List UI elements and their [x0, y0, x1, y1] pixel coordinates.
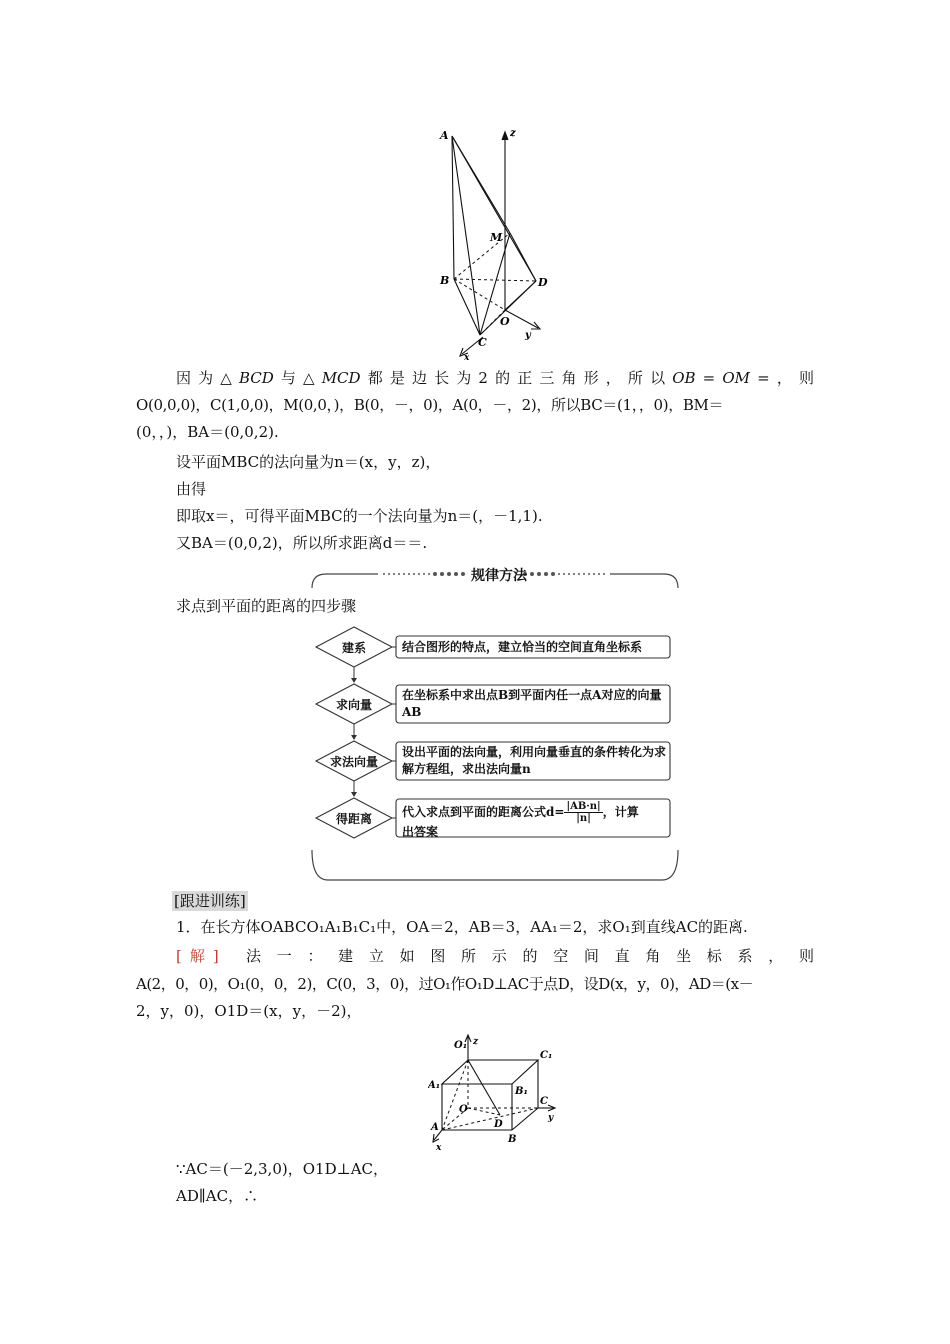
label-A1: A₁ — [428, 1080, 441, 1091]
method-box-intro: 求点到平面的距离的四步骤 — [176, 597, 357, 615]
label-O2: O — [459, 1104, 468, 1115]
solution-line-1-token: 长 — [434, 369, 450, 387]
step-1-desc: 结合图形的特点，建立恰当的空间直角坐标系 — [402, 640, 643, 654]
solution-line-1-token: = — [757, 369, 770, 387]
practice-line-2-token: 示 — [491, 947, 507, 965]
practice-line-2-token: ： — [307, 947, 323, 965]
solution-line-1-token: OB — [672, 369, 696, 387]
practice-line-2-token: 如 — [399, 947, 415, 965]
step-4-label: 得距离 — [335, 812, 372, 826]
practice-header: [跟进训练] — [174, 892, 246, 910]
solution-line-2: O(0,0,0)，C(1,0,0)，M(0,0，)，B(0，－，0)，A(0，－，2)，所以BC＝(1，，0)，BM＝ — [136, 396, 724, 414]
solution-line-1-token: ， — [776, 369, 792, 387]
method-box-title: 规律方法 — [471, 568, 527, 584]
solution-line-3: (0，，)，BA＝(0,0,2). — [136, 423, 279, 441]
practice-line-6: AD∥AC，∴ — [176, 1187, 259, 1205]
practice-line-2-token: 空 — [553, 947, 569, 965]
solution-line-6: 即取x＝，可得平面MBC的一个法向量为n＝(，－1,1). — [176, 507, 543, 525]
solution-line-1-token: 角 — [561, 369, 577, 387]
step-1-label: 建系 — [341, 641, 366, 655]
label-z2: z — [473, 1037, 479, 1047]
practice-line-2-token: ， — [768, 947, 784, 965]
label-C2: C — [540, 1096, 548, 1107]
practice-line-2-token: 直 — [614, 947, 630, 965]
practice-line-3: A(2，0，0)，O₁(0，0，2)，C(0，3，0)，过O₁作O₁D⊥AC于点D，设D(x，y，0)，AD＝(x－ — [136, 975, 754, 993]
solution-line-1-token: MCD — [321, 369, 361, 387]
label-B: B — [440, 274, 450, 287]
solution-line-1-token: 为 — [198, 369, 214, 387]
practice-line-2-token: 图 — [430, 947, 446, 965]
label-y: y — [525, 330, 531, 341]
label-x: x — [464, 353, 470, 362]
step-3-label: 求法向量 — [329, 755, 378, 769]
solution-line-1-token: 因 — [176, 369, 192, 387]
practice-line-2-token: 的 — [522, 947, 538, 965]
step-2-label: 求向量 — [335, 698, 372, 712]
solution-line-1-token: ， — [605, 369, 621, 387]
practice-line-2 — [246, 945, 814, 967]
solution-line-1-token: = — [702, 369, 716, 387]
step-3-desc: 设出平面的法向量，利用向量垂直的条件转化为求解方程组，求出法向量n — [402, 745, 667, 776]
solution-line-1-token: 与 — [280, 369, 296, 387]
practice-line-2-token: 则 — [798, 947, 814, 965]
cuboid-figure — [428, 1032, 564, 1156]
label-B1: B₁ — [515, 1086, 528, 1097]
practice-line-2-token: 一 — [276, 947, 292, 965]
solution-line-1-token: 三 — [539, 369, 555, 387]
solve-tag: [解] — [176, 947, 227, 965]
solution-line-1-token: 为 — [456, 369, 472, 387]
practice-line-2-token: 系 — [737, 947, 753, 965]
solution-line-1 — [176, 367, 814, 389]
solution-line-1-token: △ — [220, 369, 232, 387]
pyramid-figure — [430, 122, 560, 362]
step-2-desc: 在坐标系中求出点B到平面内任一点A对应的向量AB — [402, 688, 662, 719]
label-A2: A — [431, 1122, 439, 1133]
solution-line-1-token: 2 — [478, 369, 488, 387]
practice-line-2-token: 所 — [461, 947, 477, 965]
solution-line-1-token: △ — [303, 369, 315, 387]
solution-line-1-token: 则 — [798, 369, 814, 387]
solution-line-1-token: OM — [722, 369, 751, 387]
solution-line-1-token: 以 — [650, 369, 666, 387]
label-D2: D — [494, 1119, 503, 1130]
step-4-desc: 代入求点到平面的距离公式d= $\frac{|AB\cdot n|}{|n|}$ ，计算 出答案 — [402, 801, 639, 839]
practice-line-2-token: 间 — [583, 947, 599, 965]
label-B2: B — [508, 1134, 517, 1145]
practice-line-2-token: 建 — [338, 947, 354, 965]
practice-problem: 1．在长方体OABCO₁A₁B₁C₁中，OA＝2，AB＝3，AA₁＝2，求O₁到直线AC的距离. — [176, 918, 748, 936]
solution-line-1-token: 是 — [389, 369, 405, 387]
solution-line-1-token: 形 — [583, 369, 599, 387]
practice-line-2-token: 标 — [706, 947, 722, 965]
solution-line-1-token: 都 — [367, 369, 383, 387]
label-C: C — [478, 336, 487, 349]
practice-line-2-token: 立 — [368, 947, 384, 965]
practice-line-2-token: 角 — [645, 947, 661, 965]
practice-line-5: ∵AC＝(－2,3,0)，O1D⊥AC， — [176, 1160, 389, 1178]
label-M: M — [490, 231, 503, 244]
practice-line-4: 2，y，0)，O1D＝(x，y，－2)， — [136, 1002, 362, 1020]
label-O: O — [500, 315, 510, 328]
label-x2: x — [436, 1143, 442, 1153]
label-y2: y — [548, 1113, 554, 1123]
label-A: A — [440, 129, 449, 142]
solution-line-4: 设平面MBC的法向量为n＝(x，y，z)， — [176, 453, 441, 471]
solution-line-1-token: 所 — [627, 369, 643, 387]
label-z: z — [510, 128, 516, 139]
label-D: D — [538, 276, 548, 289]
practice-line-2-token: 法 — [246, 947, 262, 965]
solution-line-7: 又BA＝(0,0,2)，所以所求距离d＝＝. — [176, 534, 428, 552]
solution-line-1-token: BCD — [238, 369, 274, 387]
solution-line-1-token: 的 — [495, 369, 511, 387]
label-O1: O₁ — [454, 1040, 468, 1051]
practice-line-2-token: 坐 — [676, 947, 692, 965]
solution-line-5: 由得 — [176, 480, 207, 498]
solution-line-1-token: 边 — [411, 369, 427, 387]
solution-line-1-token: 正 — [517, 369, 533, 387]
label-C1: C₁ — [540, 1050, 553, 1061]
